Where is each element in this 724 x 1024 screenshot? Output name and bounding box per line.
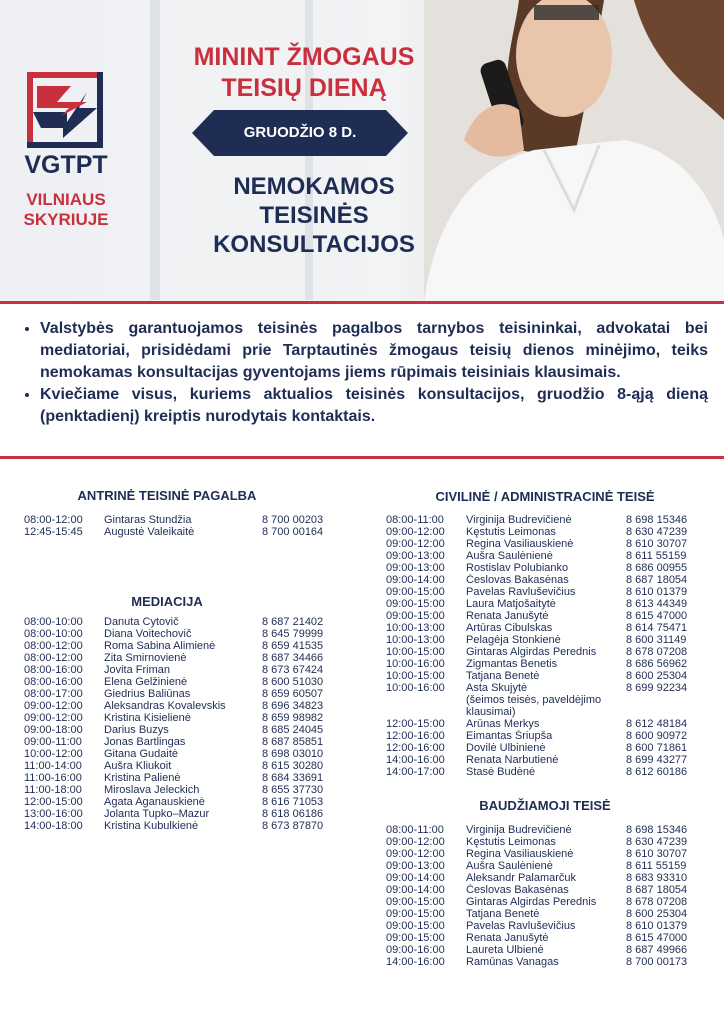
- contact-row: [386, 742, 701, 754]
- contact-phone[interactable]: 8 673 87870: [262, 820, 324, 832]
- contact-phone[interactable]: 8 687 49966: [626, 944, 688, 956]
- contact-row: [24, 628, 337, 640]
- contact-row: [386, 634, 701, 646]
- contact-name: Asta Skujytė: [466, 682, 528, 694]
- title-line: TEISINĖS: [259, 202, 369, 229]
- contact-name: Renata Janušytė: [466, 932, 549, 944]
- contact-phone[interactable]: 8 611 55159: [626, 550, 687, 562]
- contact-name: Tatjana Benetė: [466, 670, 540, 682]
- contact-name: Ramūnas Vanagas: [466, 956, 559, 968]
- contact-phone[interactable]: 8 698 03010: [262, 748, 324, 760]
- contact-row: [386, 956, 701, 968]
- contact-row: [386, 932, 701, 944]
- contact-name: Danuta Cytovič: [104, 616, 179, 628]
- contact-row: [386, 872, 701, 884]
- contact-name: Tatjana Benetė: [466, 908, 540, 920]
- contact-row: [24, 640, 337, 652]
- contact-time: 09:00-12:00: [386, 526, 445, 538]
- contact-row: [24, 526, 337, 538]
- contact-time: 10:00-16:00: [386, 682, 445, 694]
- contact-phone[interactable]: 8 610 01379: [626, 920, 688, 932]
- contact-name: Aleksandras Kovalevskis: [104, 700, 226, 712]
- contact-phone[interactable]: 8 612 60186: [626, 766, 688, 778]
- contact-phone[interactable]: 8 614 75471: [626, 622, 688, 634]
- section-title-antrine: ANTRINĖ TEISINĖ PAGALBA: [77, 488, 257, 503]
- contact-time: 08:00-12:00: [24, 640, 83, 652]
- contact-row: [386, 586, 701, 598]
- divider: [0, 456, 724, 459]
- branch-line: VILNIAUS: [26, 190, 106, 209]
- contact-row: [386, 860, 701, 872]
- contact-time: 14:00-16:00: [386, 956, 445, 968]
- brand-name: VGTPT: [24, 151, 108, 179]
- contact-name: Laura Matjošaitytė: [466, 598, 556, 610]
- contact-name: Renata Narbutienė: [466, 754, 559, 766]
- contact-name: Gintaras Algirdas Perednis: [466, 646, 597, 658]
- contact-time: 09:00-16:00: [386, 944, 445, 956]
- contact-phone[interactable]: 8 630 47239: [626, 526, 688, 538]
- contact-phone[interactable]: 8 687 18054: [626, 574, 688, 586]
- contact-time: 09:00-14:00: [386, 574, 445, 586]
- contact-phone[interactable]: 8 600 25304: [626, 908, 688, 920]
- contact-phone[interactable]: 8 600 25304: [626, 670, 688, 682]
- contact-row: [386, 682, 701, 694]
- contact-row: [24, 724, 337, 736]
- contact-time: 09:00-15:00: [386, 610, 445, 622]
- contact-time: 12:45-15:45: [24, 526, 83, 538]
- contact-row: [386, 896, 701, 908]
- contact-time: 08:00-10:00: [24, 616, 83, 628]
- contact-phone[interactable]: 8 698 15346: [626, 824, 688, 836]
- contact-row: [386, 562, 701, 574]
- contact-row: [386, 598, 701, 610]
- contact-row: [386, 730, 701, 742]
- contact-row: [386, 526, 701, 538]
- contact-phone[interactable]: 8 618 06186: [262, 808, 324, 820]
- contact-row: [24, 760, 337, 772]
- contact-time: 09:00-13:00: [386, 562, 445, 574]
- contact-time: 10:00-16:00: [386, 658, 445, 670]
- contact-name: Jonas Bartlingas: [104, 736, 186, 748]
- contact-phone[interactable]: 8 699 92234: [626, 682, 688, 694]
- contact-name: Kęstutis Leimonas: [466, 836, 556, 848]
- contact-name: Zigmantas Benetis: [466, 658, 558, 670]
- title-line: TEISIŲ DIENĄ: [221, 74, 387, 102]
- contact-name: Rostislav Polubianko: [466, 562, 569, 574]
- contact-time: 08:00-11:00: [386, 514, 444, 526]
- contact-name: Pelagėja Stonkienė: [466, 634, 561, 646]
- contact-time: 09:00-11:00: [24, 736, 82, 748]
- contact-phone[interactable]: 8 655 37730: [262, 784, 324, 796]
- contact-phone[interactable]: 8 700 00164: [262, 526, 324, 538]
- contact-row: [386, 574, 701, 586]
- woman-on-phone-photo: [424, 0, 724, 302]
- contact-phone[interactable]: 8 687 34466: [262, 652, 324, 664]
- hero-banner: [0, 0, 724, 304]
- contact-phone[interactable]: 8 610 30707: [626, 538, 688, 550]
- contact-time: 10:00-15:00: [386, 670, 445, 682]
- contact-phone[interactable]: 8 610 01379: [626, 586, 688, 598]
- contact-phone[interactable]: 8 699 43277: [626, 754, 688, 766]
- contact-phone[interactable]: 8 700 00203: [262, 514, 324, 526]
- contact-row: [386, 718, 701, 730]
- intro-bullet: • Kviečiame visus, kuriems aktualios teisinės konsultacijos, gruodžio 8-ąją dieną (penktadienį) kreiptis nurodytais kontaktais.: [40, 384, 708, 428]
- title-line: NEMOKAMOS: [233, 173, 395, 200]
- contact-phone[interactable]: 8 683 93310: [626, 872, 688, 884]
- contact-time: 09:00-14:00: [386, 872, 445, 884]
- contact-name: Česlovas Bakasėnas: [466, 884, 569, 896]
- contact-time: 12:00-15:00: [386, 718, 445, 730]
- contact-phone[interactable]: 8 600 71861: [626, 742, 688, 754]
- contact-name: Jovita Friman: [104, 664, 171, 676]
- date-badge: [192, 110, 408, 156]
- contact-time: 09:00-12:00: [24, 700, 83, 712]
- contact-phone[interactable]: 8 612 48184: [626, 718, 688, 730]
- contact-row: [386, 538, 701, 550]
- contact-time: 10:00-13:00: [386, 622, 445, 634]
- civiline-list: [386, 514, 701, 778]
- contact-name: Diana Voitechovič: [104, 628, 192, 640]
- contact-phone[interactable]: 8 700 00173: [626, 956, 688, 968]
- date-text: GRUODŽIO 8 D.: [243, 124, 357, 141]
- contact-row: [24, 616, 337, 628]
- contact-row: [386, 836, 701, 848]
- contact-time: 12:00-16:00: [386, 742, 445, 754]
- contact-time: 08:00-12:00: [24, 652, 83, 664]
- contact-name: Virginija Budrevičienė: [466, 824, 572, 836]
- contact-row: [24, 688, 337, 700]
- contact-name: Pavelas Ravluševičius: [466, 920, 576, 932]
- contact-row: [386, 550, 701, 562]
- contact-row: [386, 754, 701, 766]
- contact-time: 09:00-15:00: [386, 896, 445, 908]
- divider: [0, 301, 724, 304]
- contact-time: 08:00-16:00: [24, 676, 83, 688]
- event-title: [165, 42, 443, 104]
- contact-phone[interactable]: 8 610 30707: [626, 848, 688, 860]
- contact-phone[interactable]: 8 630 47239: [626, 836, 688, 848]
- contact-name: Augustė Valeikaitė: [104, 526, 195, 538]
- contact-name: Virginija Budrevičienė: [466, 514, 572, 526]
- contact-phone[interactable]: 8 684 33691: [262, 772, 324, 784]
- branch-line: SKYRIUJE: [23, 210, 109, 229]
- contact-row: [24, 736, 337, 748]
- contact-phone[interactable]: 8 659 41535: [262, 640, 324, 652]
- contact-name: Česlovas Bakasėnas: [466, 574, 569, 586]
- contact-row: [386, 658, 701, 670]
- contact-time: 08:00-16:00: [24, 664, 83, 676]
- contact-name: Elena Gelžinienė: [104, 676, 188, 688]
- contact-phone[interactable]: 8 678 07208: [626, 896, 688, 908]
- contact-time: 09:00-12:00: [386, 538, 445, 550]
- contact-phone[interactable]: 8 686 00955: [626, 562, 688, 574]
- mediacija-list: [24, 616, 337, 832]
- contact-phone[interactable]: 8 696 34823: [262, 700, 324, 712]
- contact-time: 09:00-15:00: [386, 908, 445, 920]
- contact-phone[interactable]: 8 645 79999: [262, 628, 324, 640]
- title-line: MININT ŽMOGAUS: [193, 43, 415, 71]
- contact-row: [386, 646, 701, 658]
- contact-phone[interactable]: 8 600 31149: [626, 634, 687, 646]
- contact-time: 09:00-13:00: [386, 550, 445, 562]
- contact-time: 10:00-12:00: [24, 748, 83, 760]
- intro-bullet: • Valstybės garantuojamos teisinės pagalbos tarnybos teisininkai, advokatai bei mediatoriai, prisidėdami prie Tarptautinės žmogaus teisių dienos minėjimo, teiks nemokamas konsultacijas gyventojams jiems rūpimais teisiniais klausimais.: [40, 318, 708, 384]
- contact-time: 09:00-12:00: [24, 712, 83, 724]
- contact-time: 10:00-15:00: [386, 646, 445, 658]
- contact-row: [24, 796, 337, 808]
- contact-time: 09:00-14:00: [386, 884, 445, 896]
- contact-row: [386, 622, 701, 634]
- contact-name: Stasė Budėnė: [466, 766, 536, 778]
- contact-name: Aušra Kliukoit: [104, 760, 172, 772]
- contact-phone[interactable]: 8 698 15346: [626, 514, 688, 526]
- contact-name: Agata Aganauskienė: [104, 796, 205, 808]
- contact-row: [24, 820, 337, 832]
- contact-row: [386, 824, 701, 836]
- contact-row: [386, 766, 701, 778]
- contact-phone[interactable]: 8 687 21402: [262, 616, 324, 628]
- contact-phone[interactable]: 8 600 90972: [626, 730, 688, 742]
- contact-time: 14:00-17:00: [386, 766, 445, 778]
- contact-phone[interactable]: 8 615 47000: [626, 932, 688, 944]
- contact-time: 09:00-15:00: [386, 932, 445, 944]
- contact-row: [24, 772, 337, 784]
- contact-phone[interactable]: 8 615 47000: [626, 610, 688, 622]
- contact-name: Kristina Kubulkienė: [104, 820, 199, 832]
- contact-time: 13:00-16:00: [24, 808, 83, 820]
- contact-row: [24, 712, 337, 724]
- section-title-baudziamoji: BAUDŽIAMOJI TEISĖ: [479, 798, 611, 813]
- contact-row: [386, 848, 701, 860]
- contact-time: 11:00-18:00: [24, 784, 82, 796]
- contact-name: Aušra Saulėnienė: [466, 860, 553, 872]
- contact-name: Arūnas Merkys: [466, 718, 540, 730]
- contact-row: [386, 884, 701, 896]
- contact-name: Laureta Ulbienė: [466, 944, 544, 956]
- contact-phone[interactable]: 8 685 24045: [262, 724, 324, 736]
- contact-time: 11:00-16:00: [24, 772, 82, 784]
- branch-name: [10, 190, 122, 230]
- contact-time: 14:00-16:00: [386, 754, 445, 766]
- contact-name: Darius Buzys: [104, 724, 169, 736]
- contact-row: [24, 676, 337, 688]
- vgtpt-logo-icon: [27, 72, 103, 148]
- contact-row: [24, 514, 337, 526]
- contact-time: 08:00-12:00: [24, 514, 83, 526]
- contact-time: 12:00-15:00: [24, 796, 83, 808]
- contact-name: Aušra Saulėnienė: [466, 550, 553, 562]
- window-frame: [150, 0, 160, 300]
- contact-row: [386, 670, 701, 682]
- contact-name: Dovilė Ulbinienė: [466, 742, 546, 754]
- intro-text: [18, 318, 708, 428]
- contact-time: 09:00-15:00: [386, 586, 445, 598]
- baudziamoji-list: [386, 824, 701, 968]
- contact-phone[interactable]: 8 659 60507: [262, 688, 324, 700]
- contact-time: 09:00-12:00: [386, 848, 445, 860]
- contact-name: Artūras Cibulskas: [466, 622, 553, 634]
- contact-name: Kęstutis Leimonas: [466, 526, 556, 538]
- contact-note: (šeimos teisės, paveldėjimo klausimai): [466, 694, 602, 718]
- contact-phone[interactable]: 8 687 18054: [626, 884, 688, 896]
- contact-phone[interactable]: 8 615 30280: [262, 760, 324, 772]
- contact-time: 09:00-15:00: [386, 920, 445, 932]
- contact-time: 08:00-17:00: [24, 688, 83, 700]
- contact-time: 14:00-18:00: [24, 820, 83, 832]
- contact-name: Gintaras Stundžia: [104, 514, 192, 526]
- contact-phone[interactable]: 8 686 56962: [626, 658, 688, 670]
- contact-row: [386, 610, 701, 622]
- contact-name: Regina Vasiliauskienė: [466, 848, 574, 860]
- contact-name: Kristina Kisielienė: [104, 712, 191, 724]
- contact-name: Renata Janušytė: [466, 610, 549, 622]
- antrine-list: [24, 514, 337, 538]
- contact-name: Zita Smirnovienė: [104, 652, 187, 664]
- contact-name: Roma Sabina Alimienė: [104, 640, 216, 652]
- contact-row: [24, 808, 337, 820]
- contact-name: Eimantas Šriupša: [466, 730, 553, 742]
- contact-phone[interactable]: 8 678 07208: [626, 646, 688, 658]
- contact-phone[interactable]: 8 687 85851: [262, 736, 324, 748]
- contact-phone[interactable]: 8 659 98982: [262, 712, 324, 724]
- contact-row: [386, 920, 701, 932]
- contact-name: Regina Vasiliauskienė: [466, 538, 574, 550]
- contact-name: Aleksandr Palamarčuk: [466, 872, 577, 884]
- contact-time: 09:00-13:00: [386, 860, 445, 872]
- contact-name: Gitana Gudaitė: [104, 748, 178, 760]
- contact-time: 12:00-16:00: [386, 730, 445, 742]
- contact-time: 09:00-12:00: [386, 836, 445, 848]
- contact-name: Kristina Palienė: [104, 772, 181, 784]
- contact-name: Gintaras Algirdas Perednis: [466, 896, 597, 908]
- contact-phone[interactable]: 8 616 71053: [262, 796, 324, 808]
- contact-time: 09:00-18:00: [24, 724, 83, 736]
- contact-phone[interactable]: 8 611 55159: [626, 860, 687, 872]
- service-title: [175, 172, 453, 259]
- contact-time: 08:00-11:00: [386, 824, 444, 836]
- contact-time: 08:00-10:00: [24, 628, 83, 640]
- contact-name: Miroslava Jeleckich: [104, 784, 200, 796]
- contact-row: [386, 514, 701, 526]
- contact-row: [24, 700, 337, 712]
- contact-row: [24, 652, 337, 664]
- section-title-mediacija: MEDIACIJA: [131, 594, 203, 609]
- contact-phone[interactable]: 8 613 44349: [626, 598, 688, 610]
- contact-row: [24, 664, 337, 676]
- contact-row: [386, 944, 701, 956]
- contact-row: [24, 748, 337, 760]
- contact-time: 10:00-13:00: [386, 634, 445, 646]
- contact-name: Giedrius Baliūnas: [104, 688, 191, 700]
- title-line: KONSULTACIJOS: [213, 231, 415, 258]
- contact-time: 09:00-15:00: [386, 598, 445, 610]
- contact-name: Pavelas Ravluševičius: [466, 586, 576, 598]
- contact-phone[interactable]: 8 673 67424: [262, 664, 324, 676]
- section-title-civiline: CIVILINĖ / ADMINISTRACINĖ TEISĖ: [435, 489, 655, 504]
- contact-name: Jolanta Tupko–Mazur: [104, 808, 210, 820]
- contact-row: [24, 784, 337, 796]
- contact-time: 11:00-14:00: [24, 760, 82, 772]
- contact-phone[interactable]: 8 600 51030: [262, 676, 324, 688]
- contact-row: [386, 908, 701, 920]
